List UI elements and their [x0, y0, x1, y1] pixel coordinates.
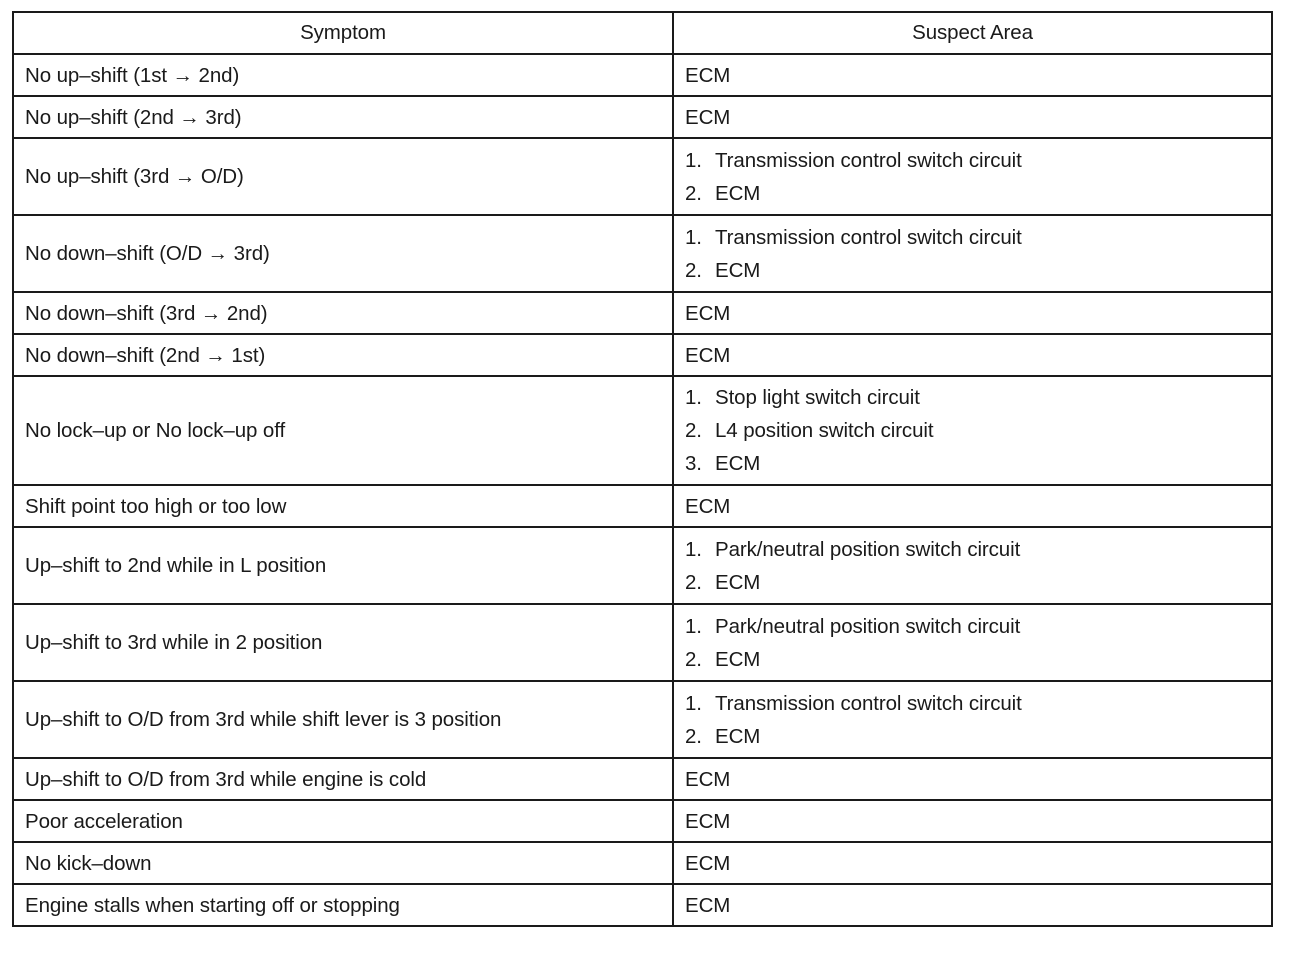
suspect-area-cell [673, 527, 1272, 604]
suspect-item-text: Transmission control switch circuit [715, 691, 1022, 715]
suspect-list-item [685, 381, 1261, 414]
suspect-list-item [685, 144, 1261, 177]
symptom-cell: No up–shift (2nd → 3rd) [13, 96, 673, 138]
table-row [13, 292, 1272, 334]
list-number: 3. [685, 452, 702, 475]
suspect-list-item [685, 687, 1261, 720]
suspect-item-text: Transmission control switch circuit [715, 148, 1022, 172]
symptom-cell: Up–shift to O/D from 3rd while shift lever is 3 position [13, 681, 673, 758]
suspect-item-text: ECM [715, 181, 761, 205]
list-number: 2. [685, 181, 702, 205]
diagnosis-table [12, 11, 1273, 927]
suspect-list-item [685, 566, 1261, 599]
symptom-cell: Poor acceleration [13, 800, 673, 842]
symptom-header: Symptom [13, 12, 673, 54]
suspect-area-cell: ECM [673, 334, 1272, 376]
table-row [13, 215, 1272, 292]
table-row [13, 604, 1272, 681]
list-number: 2. [685, 647, 702, 671]
symptom-cell: No down–shift (2nd → 1st) [13, 334, 673, 376]
list-number: 1. [685, 614, 702, 638]
suspect-area-header: Suspect Area [673, 12, 1272, 54]
suspect-item-text: Transmission control switch circuit [715, 225, 1022, 249]
table-row [13, 842, 1272, 884]
suspect-list-item [685, 533, 1261, 566]
table-row [13, 54, 1272, 96]
table-row [13, 376, 1272, 485]
suspect-list-item [685, 414, 1261, 447]
suspect-area-cell [673, 604, 1272, 681]
suspect-area-cell [673, 376, 1272, 485]
suspect-list-item [685, 447, 1261, 480]
list-number: 2. [685, 724, 702, 748]
suspect-item-text: ECM [715, 452, 761, 475]
symptom-cell: Shift point too high or too low [13, 485, 673, 527]
symptom-cell: Up–shift to O/D from 3rd while engine is cold [13, 758, 673, 800]
suspect-list-item [685, 720, 1261, 753]
suspect-list-item [685, 643, 1261, 676]
table-row [13, 96, 1272, 138]
suspect-item-text: ECM [715, 258, 761, 282]
table-row [13, 138, 1272, 215]
suspect-area-cell: ECM [673, 758, 1272, 800]
header-row [13, 12, 1272, 54]
table-row [13, 884, 1272, 926]
suspect-area-cell [673, 681, 1272, 758]
symptom-cell: No lock–up or No lock–up off [13, 376, 673, 485]
suspect-item-text: Park/neutral position switch circuit [715, 614, 1021, 638]
suspect-area-cell: ECM [673, 485, 1272, 527]
table-row [13, 800, 1272, 842]
symptom-cell: No down–shift (O/D → 3rd) [13, 215, 673, 292]
symptom-cell: Up–shift to 3rd while in 2 position [13, 604, 673, 681]
symptom-cell: Engine stalls when starting off or stopping [13, 884, 673, 926]
suspect-item-text: ECM [715, 570, 761, 594]
symptom-cell: No up–shift (1st → 2nd) [13, 54, 673, 96]
list-number: 1. [685, 148, 702, 172]
symptom-cell: No down–shift (3rd → 2nd) [13, 292, 673, 334]
suspect-list-item [685, 254, 1261, 287]
symptom-cell: No kick–down [13, 842, 673, 884]
suspect-item-text: Stop light switch circuit [715, 386, 920, 409]
symptom-cell: No up–shift (3rd → O/D) [13, 138, 673, 215]
suspect-area-cell [673, 215, 1272, 292]
suspect-list-item [685, 610, 1261, 643]
suspect-list-item [685, 221, 1261, 254]
suspect-area-cell: ECM [673, 96, 1272, 138]
suspect-area-cell: ECM [673, 842, 1272, 884]
suspect-area-cell: ECM [673, 884, 1272, 926]
table-row [13, 485, 1272, 527]
suspect-area-cell: ECM [673, 800, 1272, 842]
list-number: 1. [685, 691, 702, 715]
suspect-item-text: ECM [715, 647, 761, 671]
list-number: 2. [685, 258, 702, 282]
suspect-item-text: L4 position switch circuit [715, 419, 934, 442]
list-number: 1. [685, 386, 702, 409]
suspect-area-cell [673, 138, 1272, 215]
suspect-area-cell: ECM [673, 54, 1272, 96]
table-row [13, 758, 1272, 800]
symptom-cell: Up–shift to 2nd while in L position [13, 527, 673, 604]
table-row [13, 681, 1272, 758]
list-number: 1. [685, 225, 702, 249]
table-body [13, 54, 1272, 926]
suspect-list-item [685, 177, 1261, 210]
table-row [13, 334, 1272, 376]
suspect-item-text: ECM [715, 724, 761, 748]
table-row [13, 527, 1272, 604]
suspect-item-text: Park/neutral position switch circuit [715, 537, 1021, 561]
list-number: 2. [685, 570, 702, 594]
list-number: 1. [685, 537, 702, 561]
list-number: 2. [685, 419, 702, 442]
suspect-area-cell: ECM [673, 292, 1272, 334]
